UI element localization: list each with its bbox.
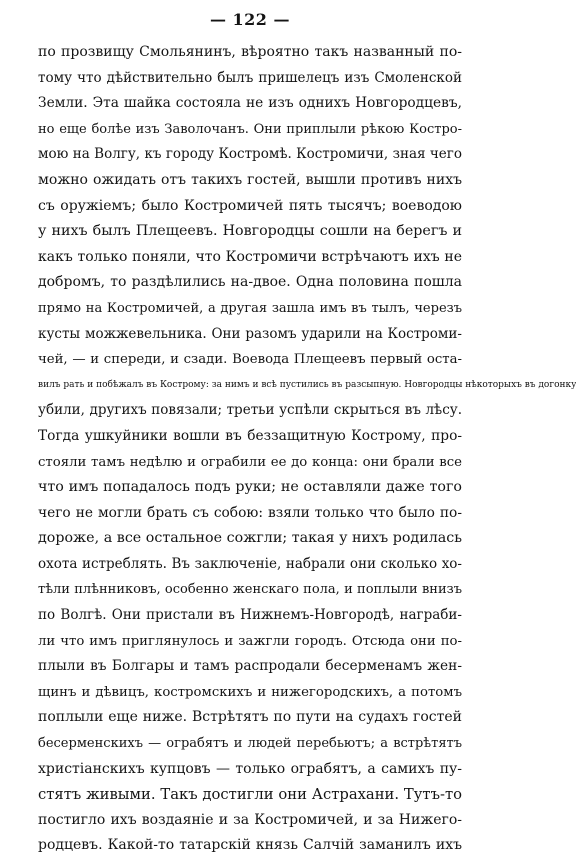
page-number: — 122 — [209,10,291,29]
text-line: поплыли еще ниже. Встрѣтятъ по пути на судахъ гостей [38,709,462,726]
text-line: плыли въ Болгары и тамъ распродали бесерменамъ жен- [38,658,462,675]
text-line: родцевъ. Какой-то татарскій князь Салчій заманилъ ихъ [38,837,462,854]
text-line: дороже, а все остальное сожгли; такая у нихъ родилась [38,530,462,547]
text-line: убили, другихъ повязали; третьи успѣли скрыться въ лѣсу. [38,402,462,419]
text-line: добромъ, то раздѣлились на-двое. Одна половина пошла [38,274,462,291]
text-line: чего не могли брать съ собою: взяли только что было по- [38,504,462,521]
text-line: Земли. Эта шайка состояла не изъ однихъ Новгородцевъ, [38,95,462,112]
text-line: стятъ живыми. Такъ достигли они Астрахани. Тутъ-то [38,786,462,804]
text-line: какъ только поняли, что Костромичи встрѣчаютъ ихъ не [38,248,462,265]
text-line: постигло ихъ воздаяніе и за Костромичей, и за Нижего- [38,811,462,828]
text-line: тѣли плѣнниковъ, особенно женскаго пола, и поплыли внизъ [38,582,462,598]
text-line: по прозвищу Смольянинъ, вѣроятно такъ названный по- [38,44,462,60]
text-line: щинъ и дѣвицъ, костромскихъ и нижегородскихъ, а потомъ [38,684,462,700]
text-line: христіанскихъ купцовъ — только ограбятъ, а самихъ пу- [38,760,462,777]
text-line: стояли тамъ недѣлю и ограбили ее до конца: они брали все [38,454,462,470]
text-line: прямо на Костромичей, а другая зашла имъ въ тылъ, черезъ [38,300,462,316]
text-line: бесерменскихъ — ограбятъ и людей перебьютъ; а встрѣтятъ [38,736,462,752]
body-text [38,40,576,859]
text-line: по Волгѣ. Они пристали въ Нижнемъ-Новгородѣ, награби- [38,607,462,624]
text-line: можно ожидать отъ такихъ гостей, вышли противъ нихъ [38,171,462,188]
text-line: но еще болѣе изъ Заволочанъ. Они приплыли рѣкою Костро- [38,121,462,137]
text-line: съ оружіемъ; было Костромичей пять тысячъ; воеводою [38,197,462,214]
text-line: вилъ рать и побѣжалъ въ Кострому: за нимъ и всѣ пустились въ разсыпную. Новгородцы нѣкоторыхъ въ догонку [38,379,576,390]
text-line: тому что дѣйствительно былъ пришелецъ изъ Смоленской [38,69,462,86]
text-line: кусты можжевельника. Они разомъ ударили на Костроми- [38,325,462,342]
text-line: что имъ попадалось подъ руки; не оставляли даже того [38,479,462,496]
text-line: мою на Волгу, къ городу Костромѣ. Костромичи, зная чего [38,146,462,163]
text-line: охота истреблять. Въ заключеніе, набрали они сколько хо- [38,555,462,572]
text-line: Тогда ушкуйники вошли въ беззащитную Кострому, про- [38,427,462,444]
text-line: чей, — и спереди, и сзади. Воевода Плещеевъ первый оста- [38,352,462,368]
text-line: у нихъ былъ Плещеевъ. Новгородцы сошли на берегъ и [38,223,462,240]
text-line: ли что имъ приглянулось и зажгли городъ. Отсюда они по- [38,633,462,649]
